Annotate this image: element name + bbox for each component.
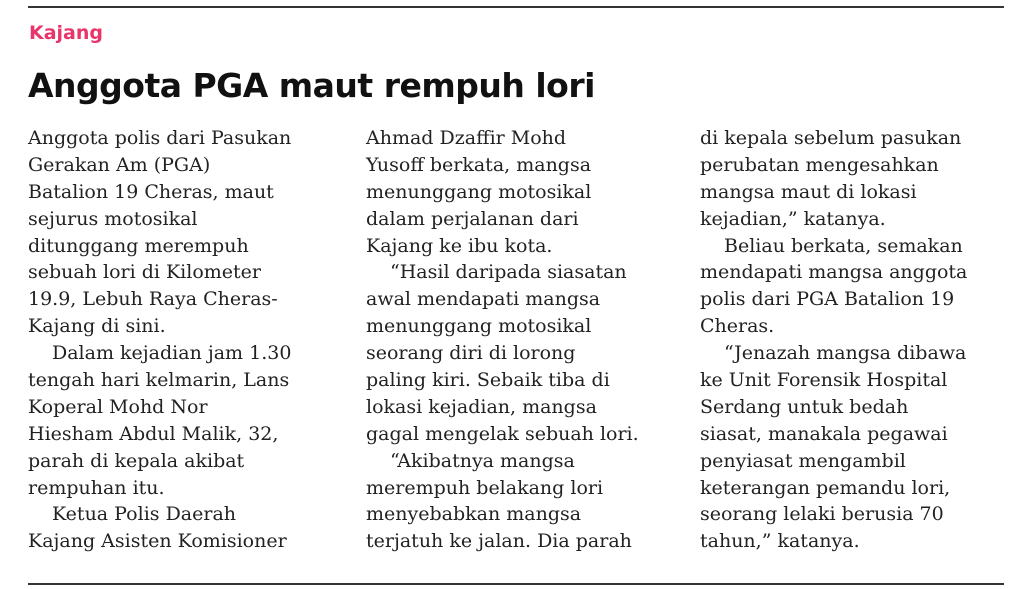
article-text-line: Cheras. xyxy=(700,315,775,338)
article-text-line: parah di kepala akibat xyxy=(28,449,245,472)
article-text-line: mangsa maut di lokasi xyxy=(700,180,917,203)
article-text-line: seorang lelaki berusia 70 xyxy=(700,503,944,526)
article-text-line: seorang diri di lorong xyxy=(366,342,576,365)
article-text-line: sejurus motosikal xyxy=(28,207,198,230)
article-text-line: Yusoff berkata, mangsa xyxy=(366,153,592,176)
bottom-rule xyxy=(28,583,1004,585)
article-text-line: Anggota polis dari Pasukan xyxy=(28,127,292,149)
article-text-line: Serdang untuk bedah xyxy=(700,395,909,418)
article-text-line: Kajang Asisten Komisioner xyxy=(28,530,287,553)
article-text-line: terjatuh ke jalan. Dia parah xyxy=(366,530,632,553)
article-text-line: Gerakan Am (PGA) xyxy=(28,153,211,176)
article-column-3 xyxy=(700,125,1010,555)
article-text-line: ditunggang merempuh xyxy=(28,234,249,257)
article-text-line: keterangan pemandu lori, xyxy=(700,476,951,499)
article-text-line: sebuah lori di Kilometer xyxy=(28,261,262,284)
article-text-line: tahun,” katanya. xyxy=(700,530,860,553)
article-headline: Anggota PGA maut rempuh lori xyxy=(28,66,595,105)
location-kicker: Kajang xyxy=(29,22,104,44)
article-text-line: menyebabkan mangsa xyxy=(366,503,582,526)
article-text-line: menunggang motosikal xyxy=(366,180,592,203)
article-text-line: lokasi kejadian, mangsa xyxy=(366,395,597,418)
article-text-line: menunggang motosikal xyxy=(366,315,592,338)
article-text-line: “Jenazah mangsa dibawa xyxy=(724,342,967,365)
article-text-line: ke Unit Forensik Hospital xyxy=(700,369,948,392)
article-text-line: paling kiri. Sebaik tiba di xyxy=(366,369,610,392)
article-text-line: gagal mengelak sebuah lori. xyxy=(366,422,639,445)
article-text-line: siasat, manakala pegawai xyxy=(700,422,948,445)
article-text-line: Beliau berkata, semakan xyxy=(724,234,963,257)
article-text-line: di kepala sebelum pasukan xyxy=(700,127,962,149)
top-rule xyxy=(28,6,1004,8)
article-text-line: “Hasil daripada siasatan xyxy=(390,261,627,284)
article-text-line: Koperal Mohd Nor xyxy=(28,395,208,418)
article-text-line: mendapati mangsa anggota xyxy=(700,261,968,284)
article-column-2 xyxy=(366,125,676,555)
article-text-line: Ahmad Dzaffir Mohd xyxy=(366,127,567,149)
article-text-line: 19.9, Lebuh Raya Cheras- xyxy=(28,288,278,311)
article-text-line: dalam perjalanan dari xyxy=(366,207,579,230)
article-text-line: Kajang ke ibu kota. xyxy=(366,234,553,257)
article-text-line: Hiesham Abdul Malik, 32, xyxy=(28,422,279,445)
article-text-line: merempuh belakang lori xyxy=(366,476,604,499)
article-text-line: awal mendapati mangsa xyxy=(366,288,601,311)
article-text-line: penyiasat mengambil xyxy=(700,449,906,472)
article-text-line: “Akibatnya mangsa xyxy=(390,449,575,472)
article-text-line: perubatan mengesahkan xyxy=(700,153,939,176)
article-text-line: polis dari PGA Batalion 19 xyxy=(700,288,955,311)
article-text-line: rempuhan itu. xyxy=(28,476,165,499)
article-text-line: Ketua Polis Daerah xyxy=(52,503,237,526)
article-column-1 xyxy=(28,125,348,555)
article-text-line: Dalam kejadian jam 1.30 xyxy=(52,342,292,365)
article-text-line: Kajang di sini. xyxy=(28,315,166,338)
article-text-line: kejadian,” katanya. xyxy=(700,207,886,230)
article-text-line: Batalion 19 Cheras, maut xyxy=(28,180,274,203)
article-text-line: tengah hari kelmarin, Lans xyxy=(28,369,290,392)
